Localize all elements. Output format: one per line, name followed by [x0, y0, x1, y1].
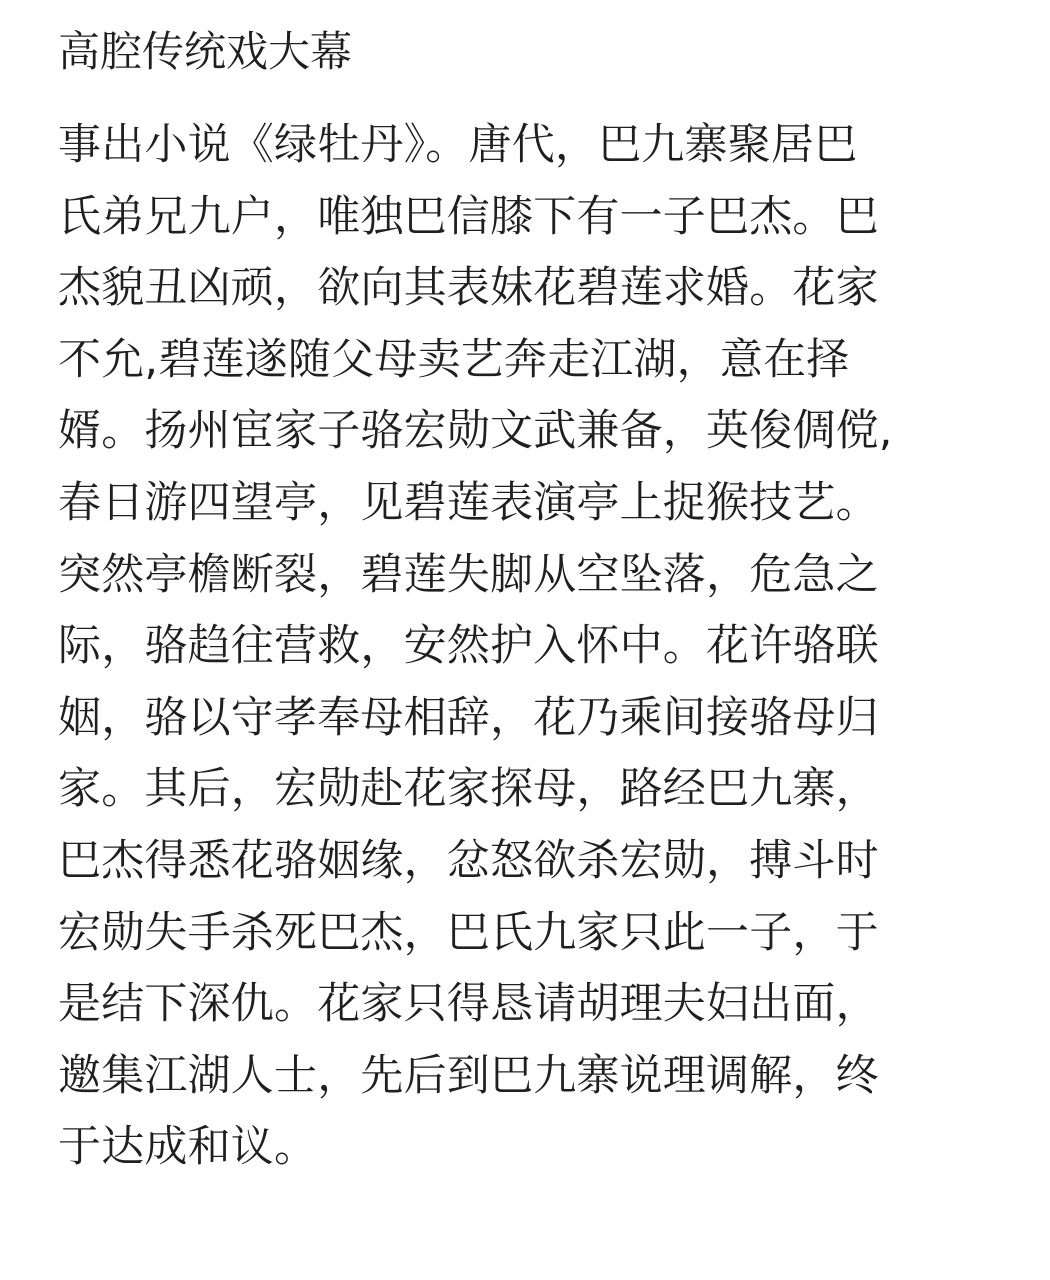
- article-body: [58, 110, 978, 1184]
- text-line: 家。其后，宏勋赴花家探母，路经巴九寨，: [58, 764, 879, 815]
- text-line: 突然亭檐断裂，碧莲失脚从空坠落，危急之: [58, 549, 879, 600]
- text-line: 邀集江湖人士，先后到巴九寨说理调解，终: [58, 1050, 879, 1101]
- text-line: 际，骆趋往营救，安然护入怀中。花许骆联: [58, 621, 879, 672]
- text-line: 杰貌丑凶顽，欲向其表妹花碧莲求婚。花家: [58, 263, 879, 314]
- text-line: 春日游四望亭，见碧莲表演亭上捉猴技艺。: [58, 477, 879, 528]
- text-line: 婿。扬州宦家子骆宏勋文武兼备，英俊倜傥,: [58, 406, 893, 457]
- text-line: 宏勋失手杀死巴杰，巴氏九家只此一子，于: [58, 907, 879, 958]
- text-line: 巴杰得悉花骆姻缘，忿怒欲杀宏勋，搏斗时: [58, 835, 879, 886]
- text-line: 姻，骆以守孝奉母相辞，花乃乘间接骆母归: [58, 692, 879, 743]
- text-line: 是结下深仇。花家只得恳请胡理夫妇出面，: [58, 979, 879, 1030]
- text-line: 不允,碧莲遂随父母卖艺奔走江湖，意在择: [58, 334, 850, 385]
- text-line: 氏弟兄九户，唯独巴信膝下有一子巴杰。巴: [58, 191, 879, 242]
- text-line: 于达成和议。: [58, 1122, 318, 1173]
- text-line: 事出小说《绿牡丹》。唐代，巴九寨聚居巴: [58, 120, 858, 170]
- article-title: 高腔传统戏大幕: [58, 27, 353, 76]
